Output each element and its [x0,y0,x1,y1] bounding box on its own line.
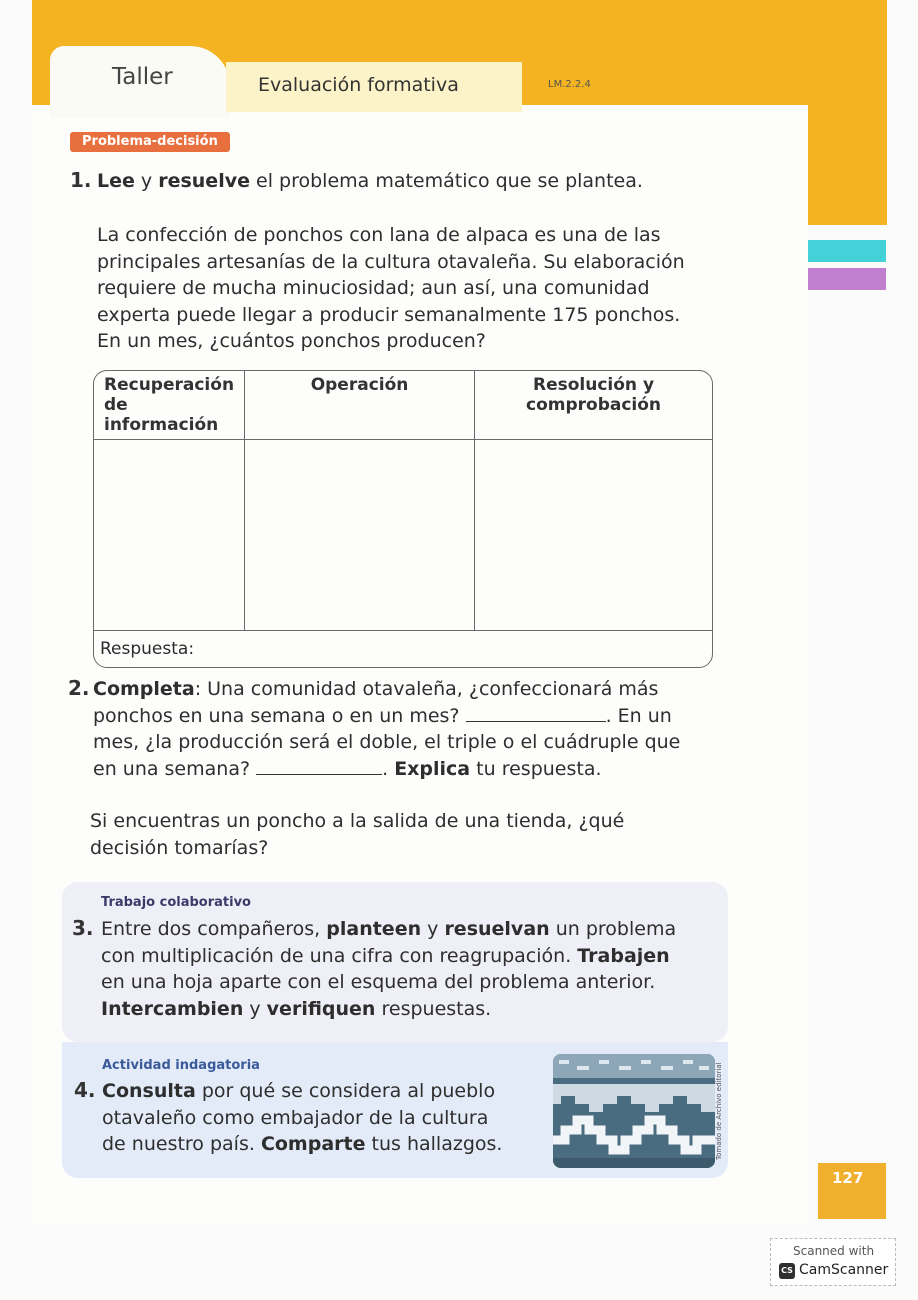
scanned-with-label: Scanned with [793,1244,875,1258]
q1-verb-resuelve: resuelve [158,170,250,192]
q3-l4d: respuestas. [375,997,492,1020]
tab-taller [50,46,230,118]
q1-verb-lee: Lee [97,170,135,192]
q3-number: 3. [72,916,94,940]
problem-line: experta puede llegar a producir semanalmente 175 ponchos. [97,303,681,326]
q3-l1c: y [421,918,445,940]
q4-line [102,1131,547,1158]
q4-verb-comparte: Comparte [260,1133,366,1155]
q1-instruction [97,168,643,195]
q2-line4b: . [382,757,395,780]
q4-verb-consulta: Consulta [102,1080,196,1102]
cell-operacion[interactable] [245,440,475,631]
decision-question [90,808,715,861]
q4-line [102,1078,547,1105]
q4-l1b: por qué se considera al pueblo [195,1080,496,1102]
q3-l1a: Entre dos compañeros, [101,918,327,940]
tab-taller-label: Taller [112,64,173,90]
q2-verb-explica: Explica [394,757,471,780]
camscanner-watermark [770,1238,896,1286]
col-recuperacion: Recuperación de información [94,371,245,440]
q2-line-2 [93,703,718,730]
q3-line [101,996,716,1023]
q4-text [102,1078,547,1158]
q2-blank-2[interactable] [256,756,382,775]
q1-rest: el problema matemático que se plantea. [249,170,643,192]
q2-blank-1[interactable] [466,703,606,722]
problem-line: principales artesanías de la cultura otavaleña. Su elaboración [97,250,685,273]
q2-number: 2. [68,676,90,700]
q1-problem [97,222,717,355]
curriculum-code: LM.2.2.4 [548,79,591,90]
camscanner-logo-icon: CS [779,1263,795,1279]
q3-line [101,916,716,943]
q3-text [101,916,716,1022]
q3-verb-trabajen: Trabajen [577,944,670,967]
col-operacion: Operación [245,371,475,440]
camscanner-label: CamScanner [799,1262,889,1278]
q3-l2a: con multiplicación de una cifra con reagrupación. [101,944,578,967]
q4-l3a: de nuestro país. [102,1133,261,1155]
q2-text [93,676,718,782]
section-badge: Problema-decisión [70,132,230,152]
q4-line: otavaleño como embajador de la cultura [102,1106,489,1129]
side-marker-teal [808,240,886,262]
q3-l1e: un problema [549,918,677,940]
tab-evaluacion-label: Evaluación formativa [258,74,459,96]
q2-line4c: tu respuesta. [470,757,602,780]
q3-verb-resuelvan: resuelvan [444,918,550,940]
q2-line-1 [93,676,718,703]
q2-line-3: mes, ¿la producción será el doble, el triple o el cuádruple que [93,731,681,753]
page-number: 127 [832,1169,864,1187]
q3-line [101,943,716,970]
q3-verb-verifiquen: verifiquen [266,997,376,1020]
col-resolucion: Resolución y comprobación [475,371,712,440]
side-band [808,0,887,225]
q2-line-4 [93,756,718,783]
q3-verb-intercambien: Intercambien [101,997,244,1020]
problem-line: En un mes, ¿cuántos ponchos producen? [97,330,486,352]
q3-l4b: y [243,997,267,1020]
q1-and: y [134,170,159,192]
q3-line: en una hoja aparte con el esquema del problema anterior. [101,971,656,993]
q2-verb-completa: Completa [93,678,195,700]
side-marker-purple [808,268,886,290]
q2-line4a: en una semana? [93,757,257,780]
cell-resolucion[interactable] [475,440,712,631]
q1-number: 1. [70,168,92,192]
answer-label: Respuesta: [100,639,195,659]
woven-textile-image [553,1054,715,1168]
textile-pattern-graphic [553,1054,715,1168]
page-number-box [818,1163,886,1219]
decision-line: Si encuentras un poncho a la salida de una tienda, ¿qué [90,810,625,832]
collaborative-heading: Trabajo colaborativo [101,895,251,910]
q2-line2b: . En un [605,704,672,727]
problem-line: requiere de mucha minuciosidad; aun así, una comunidad [97,277,650,299]
q2-line1-text: : Una comunidad otavaleña, ¿confeccionará más [194,678,659,700]
cell-recuperacion[interactable] [94,440,245,631]
tab-evaluacion [226,62,522,112]
q2-line2a: ponchos en una semana o en un mes? [93,704,466,727]
image-credit: Tomado de Archivo editorial [715,1062,723,1160]
problem-schema-table [93,370,713,668]
q3-verb-planteen: planteen [326,918,422,940]
research-heading: Actividad indagatoria [102,1058,260,1073]
problem-line: La confección de ponchos con lana de alpaca es una de las [97,224,661,246]
decision-line: decisión tomarías? [90,836,269,859]
answer-row[interactable] [94,631,712,667]
q4-number: 4. [74,1078,96,1102]
q4-l3c: tus hallazgos. [365,1133,503,1155]
